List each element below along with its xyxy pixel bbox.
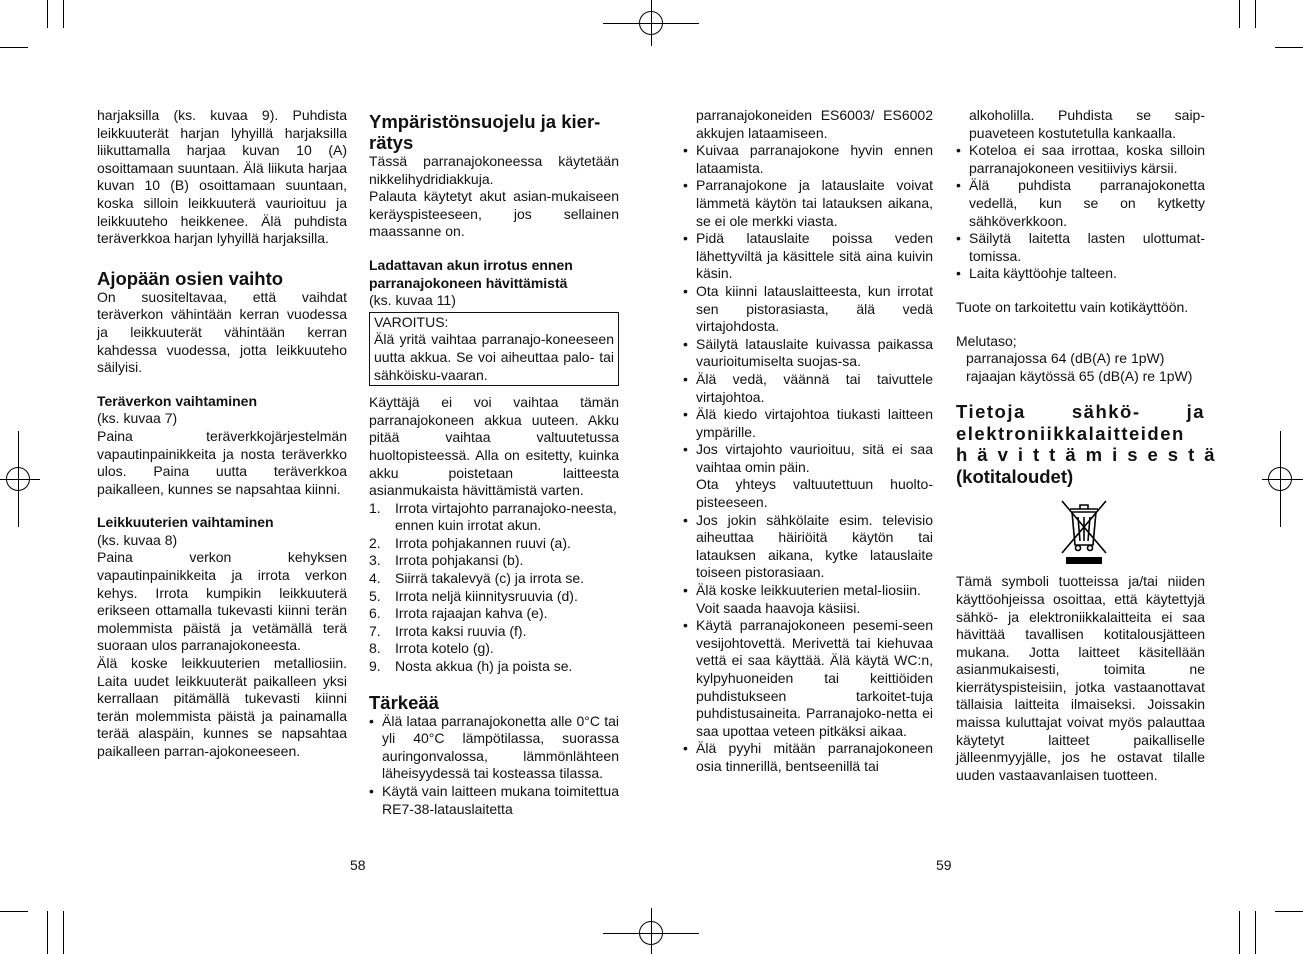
column-4 [956,107,1225,784]
list-item: 7. Irrota kaksi ruuvia (f). [369,622,527,639]
safety-list [683,142,933,775]
list-item: 5. Irrota neljä kiinnitysruuvia (d). [369,587,578,604]
column-2 [369,107,619,818]
list-item: • Parranajokone ja latauslaite voivat lämmetä käytön tai latauksen aikana, se ei ole merkki viasta. [683,177,933,230]
page-number-right: 59 [936,857,952,873]
heading-weee: Tietoja sähkö- ja elektroniikkalaitteiden hävittämisestä (kotitaloudet) [956,401,1225,487]
weee-paragraph: Tämä symboli tuotteissa ja/tai niiden käyttöohjeissa osoittaa, että käytettyjä sähkö- ja elektroniikkalaitteita ei saa hävittää tavallisen kotitalousjätteen mukana. Jotta laitteet käsitellään asianmukaisesti, toimita ne kierrätyspisteisiin, jotka vastaanottavat tällaisia laitteita ilmaiseksi. Joissakin maissa kuluttajat voivat myös palauttaa käytetyt laitteet paikalliselle jälleenmyyjälle, jos he ostavat tilalle uuden vastaavanlaisen tuotteen. [956,573,1205,783]
list-item: 6. Irrota rajaajan kahva (e). [369,605,548,622]
env-paragraph-1: Tässä parranajokoneessa käytetään nikkelihydridiakkuja. [369,153,619,187]
list-item: • Älä kiedo virtajohtoa tiukasti laitteen ympärille. [683,406,933,441]
user-paragraph: Käyttäjä ei voi vaihtaa tämän parranajokoneen akkua uuteen. Akku pitää vaihtaa valtuutetussa huoltopisteessä. Alla on esitetty, kuinka akku poistetaan laitteesta asianmukaista hävittämistä varten. [369,394,619,499]
home-use-note: Tuote on tarkoitettu vain kotikäyttöön. [956,298,1189,315]
removal-steps [369,500,619,676]
page-number-left: 58 [350,857,366,873]
foil-paragraph: Paina teräverkkojärjestelmän vapautinpainikkeita ja nosta teräverkko ulos. Paina uutta teräverkkoa paikalleen, kunnes se napsahtaa kiinni. [97,427,347,497]
list-item: • Älä koske leikkuuterien metal-liosiin. Voit saada haavoja käsiisi. [683,582,933,617]
warning-title: VAROITUS: [374,313,449,330]
noise-label: Melutaso; [956,332,1017,349]
list-item: • Käytä parranajokoneen pesemi-seen vesijohtovettä. Merivettä tai kiehuvaa vettä ei saa käyttää. Älä käytä WC:n, kylpyhuoneiden tai keittiöiden puhdistukseen tarkoitet-tuja puhdistusaineita. Parranajoko-netta ei saa upottaa veteen pitkäksi aikaa. [683,617,933,740]
list-item: 9. Nosta akkua (h) ja poista se. [369,658,573,675]
metal-extra: Voit saada haavoja käsiisi. [696,599,861,616]
list-item: 8. Irrota kotelo (g). [369,640,494,657]
list-item: 2. Irrota pohjakannen ruuvi (a). [369,534,571,551]
list-item: • Ota kiinni latauslaitteesta, kun irrotat sen pistorasiasta, älä vedä virtajohdosta. [683,283,933,336]
list-item: • Laita käyttöohje talteen. [956,265,1205,283]
cord-extra: Ota yhteys valtuutettuun huolto-pisteeseen. [696,476,933,511]
blades-paragraph-1: Paina verkon kehyksen vapautinpainikkeita ja irrota verkon kehys. Irrota kumpikin leikkuuterä erikseen ottamalla tukevasti kiinni terän molemmista päistä ja vetämällä terä suoraan ulos parranajokoneesta. [97,549,347,654]
list-item: • Jos jokin sähkölaite esim. televisio aiheuttaa häiriöitä käytön tai latauksen aikana, kytke latauslaite toiseen pistorasiaan. [683,512,933,582]
list-item: • Säilytä laitetta lasten ulottumat-tomissa. [956,230,1205,265]
continued-text: alkoholilla. Puhdista se saip-puaveteen kostutetulla kankaalla. [969,107,1205,141]
heading-battery-removal: Ladattavan akun irrotus ennen parranajokoneen hävittämistä [369,256,573,291]
env-paragraph-2: Palauta käytetyt akut asian-mukaiseen keräyspisteeseen, jos sellainen maassanne on. [369,188,619,240]
list-item: • Jos virtajohto vaurioituu, sitä ei saa vaihtaa omin päin. Ota yhteys valtuutettuun huolto-pisteeseen. [683,441,933,511]
heading-blade-replacement: Leikkuuterien vaihtaminen [97,514,274,531]
heading-environment: Ympäristönsuojelu ja kier-rätys [369,111,601,153]
care-list [956,142,1205,283]
list-item: 1. Irrota virtajohto parranajoko-neesta, ennen kuin irrotat akun. [369,499,617,534]
list-item: • Säilytä latauslaite kuivassa paikassa vaurioitumiselta suojas-sa. [683,336,933,371]
foil-ref: (ks. kuvaa 7) [97,410,178,427]
heading-important: Tärkeää [369,691,439,713]
noise-trimmer: rajaajan käytössä 65 (dB(A) re 1pW) [966,367,1193,384]
list-item: • Koteloa ei saa irrottaa, koska silloin parranajokoneen vesitiiviys kärsii. [956,142,1205,177]
warning-text: Älä yritä vaihtaa parranajo-koneeseen uutta akkua. Se voi aiheuttaa palo- tai sähköisku-vaaran. [374,331,614,383]
cleaning-paragraph: harjaksilla (ks. kuvaa 9). Puhdista leikkuuterät harjan lyhyillä harjaksilla liikuttamalla harjaa kuvan 10 (A) osoittamaan suuntaan. Älä liikuta harjaa kuvan 10 (B) osoittamaan suuntaan, koska silloin leikkuuterä vaurioituu ja leikkuuteho heikkenee. Älä puhdista teräverkkoa harjan lyhyillä harjaksilla. [97,107,347,247]
list-item: • Älä pyyhi mitään parranajokoneen osia tinnerillä, bentseenillä tai [683,740,933,775]
column-3 [683,107,933,776]
noise-shaving: parranajossa 64 (dB(A) re 1pW) [966,350,1165,367]
list-item: 3. Irrota pohjakansi (b). [369,552,524,569]
parts-paragraph: On suositeltavaa, että vaihdat teräverkon vähintään kerran vuodessa ja leikkuuterät vähintään kerran kahdessa vuodessa, jotta leikkuuteho säilyisi. [97,288,347,376]
heading-parts-replacement: Ajopään osien vaihto [97,267,284,289]
removal-ref: (ks. kuvaa 11) [369,292,456,309]
continued-text: parranajokoneiden ES6003/ ES6002 akkujen lataamiseen. [696,107,933,141]
list-item: • Käytä vain laitteen mukana toimitettua RE7-38-latauslaitetta [369,783,619,818]
list-item: 4. Siirrä takalevyä (c) ja irrota se. [369,570,585,587]
list-item: • Älä puhdista parranajokonetta vedellä, kun se on kytketty sähköverkkoon. [956,177,1205,230]
weee-symbol-icon [956,493,1205,573]
heading-foil-replacement: Teräverkon vaihtaminen [97,392,258,409]
list-item: • Pidä latauslaite poissa veden lähettyviltä ja käsittele sitä aina kuivin käsin. [683,230,933,283]
list-item: • Kuivaa parranajokone hyvin ennen lataamista. [683,142,933,177]
blades-paragraph-2: Älä koske leikkuuterien metalliosiin. Laita uudet leikkuuterät paikalleen yksi kerrallaan pitämällä tukevasti kiinni terän molemmista päistä ja painamalla terää alaspäin, kunnes se napsahtaa paikalleen parran-ajokoneeseen. [97,655,347,759]
list-item: • Älä vedä, väännä tai taivuttele virtajohtoa. [683,371,933,406]
important-list [369,713,619,819]
warning-box [369,312,619,386]
blades-ref: (ks. kuvaa 8) [97,531,178,548]
list-item: • Älä lataa parranajokonetta alle 0°C tai yli 40°C lämpötilassa, suorassa auringonvalossa, lämmönlähteen läheisyydessä tai kosteassa tilassa. [369,713,619,783]
column-1 [97,107,347,761]
